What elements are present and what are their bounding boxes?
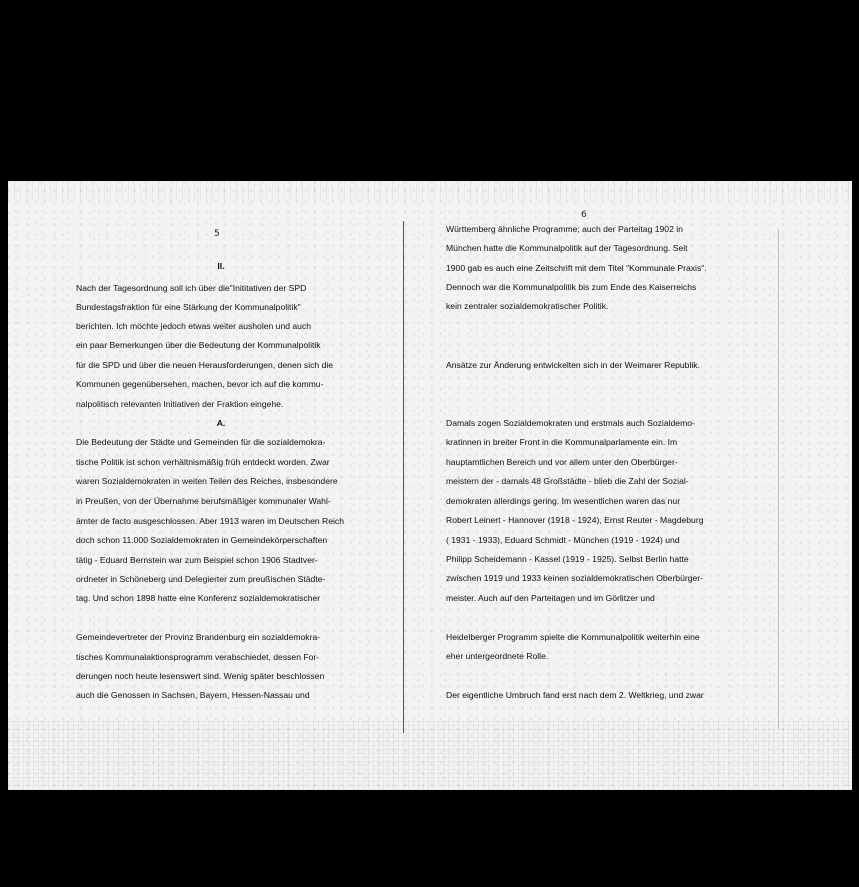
- page-edge-line: [778, 229, 779, 729]
- text-line: tag. Und schon 1898 hatte eine Konferenz sozialdemokratischer: [76, 593, 321, 603]
- scan-noise-top: [8, 181, 852, 201]
- text-line: meistern der - damals 48 Großstädte - blieb die Zahl der Sozial-: [446, 476, 689, 486]
- text-line: kratinnen in breiter Front in die Kommunalparlamente ein. Im: [446, 437, 678, 447]
- text-line: berichten. Ich möchte jedoch etwas weiter ausholen und auch: [76, 321, 312, 331]
- text-line: Die Bedeutung der Städte und Gemeinden für die sozialdemokra-: [76, 437, 326, 447]
- text-line: tisches Kommunalaktionsprogramm verabschiedet, dessen For-: [76, 652, 320, 662]
- text-line: Damals zogen Sozialdemokraten und erstmals auch Sozialdemo-: [446, 418, 695, 428]
- text-line: tische Politik ist schon verhältnismäßig früh entdeckt worden. Zwar: [76, 457, 330, 467]
- text-line: Robert Leinert - Hannover (1918 - 1924), Ernst Reuter - Magdeburg: [446, 515, 704, 525]
- text-line: ämter de facto ausgeschlossen. Aber 1913 waren im Deutschen Reich: [76, 516, 344, 526]
- text-line: derungen noch heute lesenswert sind. Wenig später beschlossen: [76, 671, 325, 681]
- text-line: Der eigentliche Umbruch fand erst nach dem 2. Weltkrieg, und zwar: [446, 690, 704, 700]
- scan-noise-bottom: [8, 720, 852, 790]
- page-divider: [403, 221, 404, 733]
- left-page-number: 5: [214, 229, 220, 239]
- text-line: auch die Genossen in Sachsen, Bayern, Hessen-Nassau und: [76, 690, 310, 700]
- text-line: für die SPD und über die neuen Herausforderungen, denen sich die: [76, 360, 334, 370]
- text-line: doch schon 11.000 Sozialdemokraten in Gemeindekörperschaften: [76, 535, 328, 545]
- text-line: München hatte die Kommunalpolitik auf der Tagesordnung. Seit: [446, 243, 688, 253]
- document-sheet: [8, 181, 852, 790]
- subheading: A.: [216, 418, 226, 428]
- text-line: nalpolitisch relevanten Initiativen der Fraktion eingehe.: [76, 399, 284, 409]
- text-line: in Preußen, von der Übernahme berufsmäßiger kommunaler Wahl-: [76, 496, 331, 506]
- text-line: Bundestagsfraktion für eine Stärkung der Kommunalpolitik": [76, 302, 301, 312]
- text-line: ordneter in Schöneberg und Delegierter zum preußischen Städte-: [76, 574, 326, 584]
- text-line: meister. Auch auf den Parteitagen und im Görlitzer und: [446, 593, 655, 603]
- text-line: hauptamtlichen Bereich und vor allem unter den Oberbürger-: [446, 457, 678, 467]
- text-line: Heidelberger Programm spielte die Kommunalpolitik weiterhin eine: [446, 632, 700, 642]
- text-line: Philipp Scheidemann - Kassel (1919 - 1925). Selbst Berlin hatte: [446, 554, 689, 564]
- text-line: Kommunen gegenübersehen, machen, bevor ich auf die kommu-: [76, 379, 324, 389]
- text-line: Nach der Tagesordnung soll ich über die"Inititativen der SPD: [76, 283, 307, 293]
- text-line: tätig - Eduard Bernstein war zum Beispiel schon 1906 Stadtver-: [76, 555, 318, 565]
- text-line: kein zentraler sozialdemokratischer Politik.: [446, 301, 609, 311]
- text-line: ein paar Bemerkungen über die Bedeutung der Kommunalpolitik: [76, 340, 321, 350]
- text-line: ( 1931 - 1933), Eduard Schmidt - München (1919 - 1924) und: [446, 535, 680, 545]
- text-line: waren Sozialdemokraten in weiten Teilen des Reiches, insbesondere: [76, 476, 338, 486]
- text-line: 1900 gab es auch eine Zeitschrift mit dem Titel "Kommunale Praxis".: [446, 263, 707, 273]
- text-line: zwischen 1919 und 1933 keinen sozialdemokratischen Oberbürger-: [446, 573, 704, 583]
- text-line: eher untergeordnete Rolle.: [446, 651, 549, 661]
- text-line: demokraten allerdings gering. Im wesentlichen waren das nur: [446, 496, 681, 506]
- section-heading: II.: [217, 261, 225, 271]
- text-line: Ansätze zur Änderung entwickelten sich in der Weimarer Republik.: [446, 360, 700, 370]
- text-line: Gemeindevertreter der Provinz Brandenburg ein sozialdemokra-: [76, 632, 321, 642]
- text-line: Württemberg ähnliche Programme; auch der Parteitag 1902 in: [446, 224, 683, 234]
- text-line: Dennoch war die Kommunalpolitik bis zum Ende des Kaiserreichs: [446, 282, 697, 292]
- right-page-number: 6: [581, 210, 587, 220]
